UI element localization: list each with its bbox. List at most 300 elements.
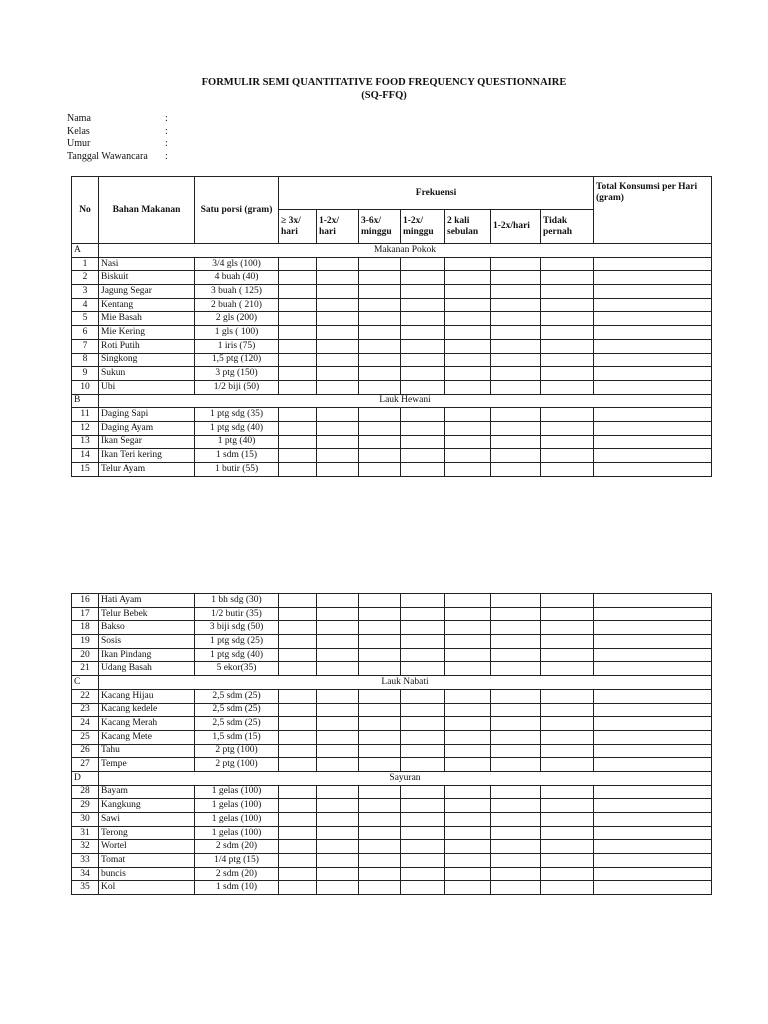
total-cell[interactable]: [594, 435, 712, 449]
total-cell[interactable]: [594, 339, 712, 353]
frequency-cell[interactable]: [445, 408, 491, 422]
frequency-cell[interactable]: [491, 312, 541, 326]
frequency-cell[interactable]: [401, 689, 445, 703]
frequency-cell[interactable]: [401, 408, 445, 422]
frequency-cell[interactable]: [491, 758, 541, 772]
frequency-cell[interactable]: [401, 799, 445, 813]
frequency-cell[interactable]: [401, 285, 445, 299]
frequency-cell[interactable]: [359, 813, 401, 827]
frequency-cell[interactable]: [541, 758, 594, 772]
frequency-cell[interactable]: [541, 326, 594, 340]
frequency-cell[interactable]: [317, 298, 359, 312]
frequency-cell[interactable]: [317, 271, 359, 285]
frequency-cell[interactable]: [401, 867, 445, 881]
frequency-cell[interactable]: [359, 635, 401, 649]
frequency-cell[interactable]: [445, 435, 491, 449]
total-cell[interactable]: [594, 607, 712, 621]
total-cell[interactable]: [594, 408, 712, 422]
frequency-cell[interactable]: [445, 867, 491, 881]
food-name: Kangkung: [99, 799, 195, 813]
total-cell[interactable]: [594, 813, 712, 827]
frequency-cell[interactable]: [445, 326, 491, 340]
frequency-cell[interactable]: [541, 826, 594, 840]
frequency-cell[interactable]: [541, 408, 594, 422]
frequency-cell[interactable]: [401, 421, 445, 435]
frequency-cell[interactable]: [279, 621, 317, 635]
frequency-cell[interactable]: [491, 799, 541, 813]
frequency-cell[interactable]: [445, 312, 491, 326]
frequency-cell[interactable]: [359, 326, 401, 340]
total-cell[interactable]: [594, 826, 712, 840]
frequency-cell[interactable]: [279, 607, 317, 621]
frequency-cell[interactable]: [359, 799, 401, 813]
frequency-cell[interactable]: [279, 435, 317, 449]
frequency-cell[interactable]: [445, 271, 491, 285]
frequency-cell[interactable]: [317, 758, 359, 772]
frequency-cell[interactable]: [359, 758, 401, 772]
row-number: 2: [72, 271, 99, 285]
frequency-cell[interactable]: [445, 648, 491, 662]
frequency-cell[interactable]: [541, 421, 594, 435]
frequency-cell[interactable]: [401, 840, 445, 854]
frequency-cell[interactable]: [445, 689, 491, 703]
frequency-cell[interactable]: [401, 326, 445, 340]
frequency-cell[interactable]: [491, 380, 541, 394]
frequency-cell[interactable]: [491, 367, 541, 381]
frequency-cell[interactable]: [279, 689, 317, 703]
frequency-cell[interactable]: [541, 367, 594, 381]
row-number: 20: [72, 648, 99, 662]
frequency-cell[interactable]: [359, 826, 401, 840]
frequency-cell[interactable]: [401, 298, 445, 312]
total-cell[interactable]: [594, 463, 712, 477]
frequency-cell[interactable]: [317, 635, 359, 649]
frequency-cell[interactable]: [541, 463, 594, 477]
frequency-cell[interactable]: [401, 703, 445, 717]
frequency-cell[interactable]: [359, 607, 401, 621]
total-cell[interactable]: [594, 785, 712, 799]
frequency-cell[interactable]: [491, 285, 541, 299]
frequency-cell[interactable]: [401, 744, 445, 758]
frequency-cell[interactable]: [445, 463, 491, 477]
frequency-cell[interactable]: [279, 881, 317, 895]
frequency-cell[interactable]: [401, 380, 445, 394]
frequency-cell[interactable]: [317, 408, 359, 422]
frequency-cell[interactable]: [445, 758, 491, 772]
frequency-cell[interactable]: [317, 854, 359, 868]
frequency-cell[interactable]: [491, 621, 541, 635]
total-cell[interactable]: [594, 744, 712, 758]
frequency-cell[interactable]: [541, 339, 594, 353]
frequency-cell[interactable]: [445, 703, 491, 717]
portion-size: 2 gls (200): [195, 312, 279, 326]
total-cell[interactable]: [594, 326, 712, 340]
frequency-cell[interactable]: [359, 621, 401, 635]
frequency-cell[interactable]: [401, 257, 445, 271]
frequency-cell[interactable]: [279, 826, 317, 840]
frequency-cell[interactable]: [491, 689, 541, 703]
frequency-cell[interactable]: [317, 826, 359, 840]
portion-size: 1 ptg sdg (35): [195, 408, 279, 422]
frequency-cell[interactable]: [359, 312, 401, 326]
frequency-cell[interactable]: [445, 840, 491, 854]
frequency-cell[interactable]: [541, 799, 594, 813]
frequency-cell[interactable]: [491, 826, 541, 840]
total-cell[interactable]: [594, 689, 712, 703]
total-cell[interactable]: [594, 799, 712, 813]
total-cell[interactable]: [594, 717, 712, 731]
frequency-cell[interactable]: [359, 854, 401, 868]
frequency-cell[interactable]: [279, 421, 317, 435]
frequency-cell[interactable]: [445, 257, 491, 271]
frequency-cell[interactable]: [445, 785, 491, 799]
frequency-cell[interactable]: [445, 607, 491, 621]
total-cell[interactable]: [594, 840, 712, 854]
frequency-cell[interactable]: [445, 298, 491, 312]
frequency-cell[interactable]: [359, 421, 401, 435]
frequency-cell[interactable]: [279, 648, 317, 662]
frequency-cell[interactable]: [401, 607, 445, 621]
frequency-cell[interactable]: [279, 449, 317, 463]
frequency-cell[interactable]: [541, 662, 594, 676]
frequency-cell[interactable]: [317, 621, 359, 635]
total-cell[interactable]: [594, 621, 712, 635]
frequency-cell[interactable]: [401, 813, 445, 827]
frequency-cell[interactable]: [279, 854, 317, 868]
frequency-cell[interactable]: [445, 717, 491, 731]
frequency-cell[interactable]: [445, 881, 491, 895]
frequency-cell[interactable]: [401, 717, 445, 731]
frequency-cell[interactable]: [317, 648, 359, 662]
header-freq-3x-day: ≥ 3x/ hari: [279, 210, 317, 244]
frequency-cell[interactable]: [491, 840, 541, 854]
frequency-cell[interactable]: [401, 881, 445, 895]
frequency-cell[interactable]: [401, 854, 445, 868]
frequency-cell[interactable]: [401, 621, 445, 635]
food-row: [72, 854, 712, 868]
frequency-cell[interactable]: [401, 648, 445, 662]
frequency-cell[interactable]: [279, 840, 317, 854]
frequency-cell[interactable]: [541, 271, 594, 285]
frequency-cell[interactable]: [445, 367, 491, 381]
total-cell[interactable]: [594, 881, 712, 895]
frequency-cell[interactable]: [359, 744, 401, 758]
frequency-cell[interactable]: [317, 367, 359, 381]
frequency-cell[interactable]: [445, 662, 491, 676]
frequency-cell[interactable]: [359, 594, 401, 608]
total-cell[interactable]: [594, 854, 712, 868]
frequency-cell[interactable]: [317, 353, 359, 367]
food-name: Kacang Merah: [99, 717, 195, 731]
total-cell[interactable]: [594, 312, 712, 326]
frequency-cell[interactable]: [359, 703, 401, 717]
frequency-cell[interactable]: [445, 380, 491, 394]
frequency-cell[interactable]: [491, 635, 541, 649]
frequency-cell[interactable]: [317, 785, 359, 799]
frequency-cell[interactable]: [317, 449, 359, 463]
section-row: [72, 676, 712, 690]
frequency-cell[interactable]: [359, 689, 401, 703]
frequency-cell[interactable]: [445, 621, 491, 635]
frequency-cell[interactable]: [279, 339, 317, 353]
frequency-cell[interactable]: [317, 813, 359, 827]
frequency-cell[interactable]: [359, 785, 401, 799]
frequency-cell[interactable]: [541, 881, 594, 895]
frequency-cell[interactable]: [359, 463, 401, 477]
frequency-cell[interactable]: [279, 635, 317, 649]
frequency-cell[interactable]: [279, 813, 317, 827]
frequency-cell[interactable]: [445, 635, 491, 649]
frequency-cell[interactable]: [279, 867, 317, 881]
frequency-cell[interactable]: [317, 703, 359, 717]
frequency-cell[interactable]: [317, 257, 359, 271]
frequency-cell[interactable]: [279, 703, 317, 717]
frequency-cell[interactable]: [491, 607, 541, 621]
frequency-cell[interactable]: [541, 380, 594, 394]
row-number: 35: [72, 881, 99, 895]
frequency-cell[interactable]: [359, 435, 401, 449]
frequency-cell[interactable]: [279, 594, 317, 608]
frequency-cell[interactable]: [541, 689, 594, 703]
frequency-cell[interactable]: [279, 744, 317, 758]
frequency-cell[interactable]: [541, 813, 594, 827]
frequency-cell[interactable]: [401, 730, 445, 744]
frequency-cell[interactable]: [401, 435, 445, 449]
frequency-cell[interactable]: [401, 594, 445, 608]
frequency-cell[interactable]: [541, 594, 594, 608]
total-cell[interactable]: [594, 594, 712, 608]
frequency-cell[interactable]: [541, 435, 594, 449]
frequency-cell[interactable]: [317, 881, 359, 895]
frequency-cell[interactable]: [541, 867, 594, 881]
portion-size: 1 ptg sdg (25): [195, 635, 279, 649]
frequency-cell[interactable]: [445, 854, 491, 868]
frequency-cell[interactable]: [317, 717, 359, 731]
frequency-cell[interactable]: [359, 648, 401, 662]
frequency-cell[interactable]: [279, 298, 317, 312]
frequency-cell[interactable]: [317, 435, 359, 449]
frequency-cell[interactable]: [359, 662, 401, 676]
frequency-cell[interactable]: [359, 881, 401, 895]
frequency-cell[interactable]: [401, 758, 445, 772]
frequency-cell[interactable]: [317, 339, 359, 353]
frequency-cell[interactable]: [445, 826, 491, 840]
frequency-cell[interactable]: [401, 353, 445, 367]
total-cell[interactable]: [594, 662, 712, 676]
frequency-cell[interactable]: [279, 408, 317, 422]
frequency-cell[interactable]: [279, 662, 317, 676]
frequency-cell[interactable]: [541, 703, 594, 717]
frequency-cell[interactable]: [401, 785, 445, 799]
frequency-cell[interactable]: [491, 271, 541, 285]
total-cell[interactable]: [594, 353, 712, 367]
frequency-cell[interactable]: [541, 298, 594, 312]
food-row: [72, 353, 712, 367]
total-cell[interactable]: [594, 635, 712, 649]
frequency-cell[interactable]: [491, 662, 541, 676]
frequency-cell[interactable]: [359, 380, 401, 394]
frequency-cell[interactable]: [491, 463, 541, 477]
frequency-cell[interactable]: [359, 298, 401, 312]
frequency-cell[interactable]: [279, 463, 317, 477]
frequency-cell[interactable]: [279, 730, 317, 744]
frequency-cell[interactable]: [541, 840, 594, 854]
frequency-cell[interactable]: [445, 339, 491, 353]
frequency-cell[interactable]: [491, 408, 541, 422]
frequency-cell[interactable]: [279, 799, 317, 813]
frequency-cell[interactable]: [541, 635, 594, 649]
frequency-cell[interactable]: [491, 854, 541, 868]
frequency-cell[interactable]: [445, 744, 491, 758]
frequency-cell[interactable]: [491, 703, 541, 717]
total-cell[interactable]: [594, 367, 712, 381]
section-letter: B: [72, 394, 99, 408]
frequency-cell[interactable]: [359, 353, 401, 367]
frequency-cell[interactable]: [491, 881, 541, 895]
frequency-cell[interactable]: [401, 449, 445, 463]
frequency-cell[interactable]: [279, 257, 317, 271]
frequency-cell[interactable]: [359, 339, 401, 353]
frequency-cell[interactable]: [401, 826, 445, 840]
frequency-cell[interactable]: [491, 744, 541, 758]
frequency-cell[interactable]: [491, 717, 541, 731]
portion-size: 1 sdm (15): [195, 449, 279, 463]
frequency-cell[interactable]: [491, 421, 541, 435]
frequency-cell[interactable]: [359, 730, 401, 744]
frequency-cell[interactable]: [445, 353, 491, 367]
frequency-cell[interactable]: [401, 367, 445, 381]
frequency-cell[interactable]: [541, 621, 594, 635]
food-name: Telur Ayam: [99, 463, 195, 477]
total-cell[interactable]: [594, 648, 712, 662]
frequency-cell[interactable]: [317, 662, 359, 676]
frequency-cell[interactable]: [317, 730, 359, 744]
total-cell[interactable]: [594, 449, 712, 463]
frequency-cell[interactable]: [445, 813, 491, 827]
frequency-cell[interactable]: [317, 463, 359, 477]
frequency-cell[interactable]: [317, 799, 359, 813]
frequency-cell[interactable]: [317, 689, 359, 703]
frequency-cell[interactable]: [541, 257, 594, 271]
row-number: 11: [72, 408, 99, 422]
frequency-cell[interactable]: [317, 867, 359, 881]
frequency-cell[interactable]: [491, 298, 541, 312]
frequency-cell[interactable]: [541, 285, 594, 299]
frequency-cell[interactable]: [279, 312, 317, 326]
frequency-cell[interactable]: [279, 326, 317, 340]
frequency-cell[interactable]: [317, 312, 359, 326]
frequency-cell[interactable]: [279, 380, 317, 394]
frequency-cell[interactable]: [401, 271, 445, 285]
frequency-cell[interactable]: [491, 867, 541, 881]
frequency-cell[interactable]: [279, 271, 317, 285]
frequency-cell[interactable]: [491, 785, 541, 799]
frequency-cell[interactable]: [279, 367, 317, 381]
total-cell[interactable]: [594, 257, 712, 271]
frequency-cell[interactable]: [445, 730, 491, 744]
frequency-cell[interactable]: [541, 449, 594, 463]
frequency-cell[interactable]: [317, 421, 359, 435]
frequency-cell[interactable]: [491, 449, 541, 463]
frequency-cell[interactable]: [279, 353, 317, 367]
frequency-cell[interactable]: [317, 607, 359, 621]
frequency-cell[interactable]: [541, 353, 594, 367]
frequency-cell[interactable]: [279, 785, 317, 799]
frequency-cell[interactable]: [359, 408, 401, 422]
frequency-cell[interactable]: [541, 785, 594, 799]
frequency-cell[interactable]: [359, 285, 401, 299]
row-number: 8: [72, 353, 99, 367]
frequency-cell[interactable]: [491, 730, 541, 744]
frequency-cell[interactable]: [317, 285, 359, 299]
frequency-cell[interactable]: [317, 380, 359, 394]
frequency-cell[interactable]: [541, 648, 594, 662]
frequency-cell[interactable]: [541, 854, 594, 868]
portion-size: 1 ptg sdg (40): [195, 648, 279, 662]
frequency-cell[interactable]: [541, 730, 594, 744]
total-cell[interactable]: [594, 867, 712, 881]
frequency-cell[interactable]: [491, 326, 541, 340]
total-cell[interactable]: [594, 758, 712, 772]
total-cell[interactable]: [594, 380, 712, 394]
frequency-cell[interactable]: [541, 607, 594, 621]
frequency-cell[interactable]: [359, 449, 401, 463]
frequency-cell[interactable]: [401, 662, 445, 676]
frequency-cell[interactable]: [445, 285, 491, 299]
frequency-cell[interactable]: [541, 717, 594, 731]
frequency-cell[interactable]: [317, 744, 359, 758]
frequency-cell[interactable]: [401, 312, 445, 326]
frequency-cell[interactable]: [359, 867, 401, 881]
frequency-cell[interactable]: [359, 271, 401, 285]
frequency-cell[interactable]: [359, 367, 401, 381]
frequency-cell[interactable]: [541, 312, 594, 326]
frequency-cell[interactable]: [445, 421, 491, 435]
frequency-cell[interactable]: [279, 717, 317, 731]
frequency-cell[interactable]: [491, 648, 541, 662]
frequency-cell[interactable]: [317, 326, 359, 340]
frequency-cell[interactable]: [359, 717, 401, 731]
frequency-cell[interactable]: [491, 594, 541, 608]
frequency-cell[interactable]: [401, 463, 445, 477]
food-name: Sawi: [99, 813, 195, 827]
frequency-cell[interactable]: [445, 594, 491, 608]
frequency-cell[interactable]: [445, 449, 491, 463]
total-cell[interactable]: [594, 271, 712, 285]
frequency-cell[interactable]: [317, 594, 359, 608]
total-cell[interactable]: [594, 703, 712, 717]
frequency-cell[interactable]: [359, 840, 401, 854]
frequency-cell[interactable]: [491, 257, 541, 271]
frequency-cell[interactable]: [445, 799, 491, 813]
frequency-cell[interactable]: [279, 285, 317, 299]
frequency-cell[interactable]: [491, 435, 541, 449]
frequency-cell[interactable]: [541, 744, 594, 758]
frequency-cell[interactable]: [401, 635, 445, 649]
total-cell[interactable]: [594, 298, 712, 312]
total-cell[interactable]: [594, 285, 712, 299]
food-row: [72, 271, 712, 285]
frequency-cell[interactable]: [491, 353, 541, 367]
frequency-cell[interactable]: [317, 840, 359, 854]
total-cell[interactable]: [594, 730, 712, 744]
frequency-cell[interactable]: [401, 339, 445, 353]
frequency-cell[interactable]: [491, 813, 541, 827]
total-cell[interactable]: [594, 421, 712, 435]
frequency-cell[interactable]: [359, 257, 401, 271]
frequency-cell[interactable]: [279, 758, 317, 772]
frequency-cell[interactable]: [491, 339, 541, 353]
